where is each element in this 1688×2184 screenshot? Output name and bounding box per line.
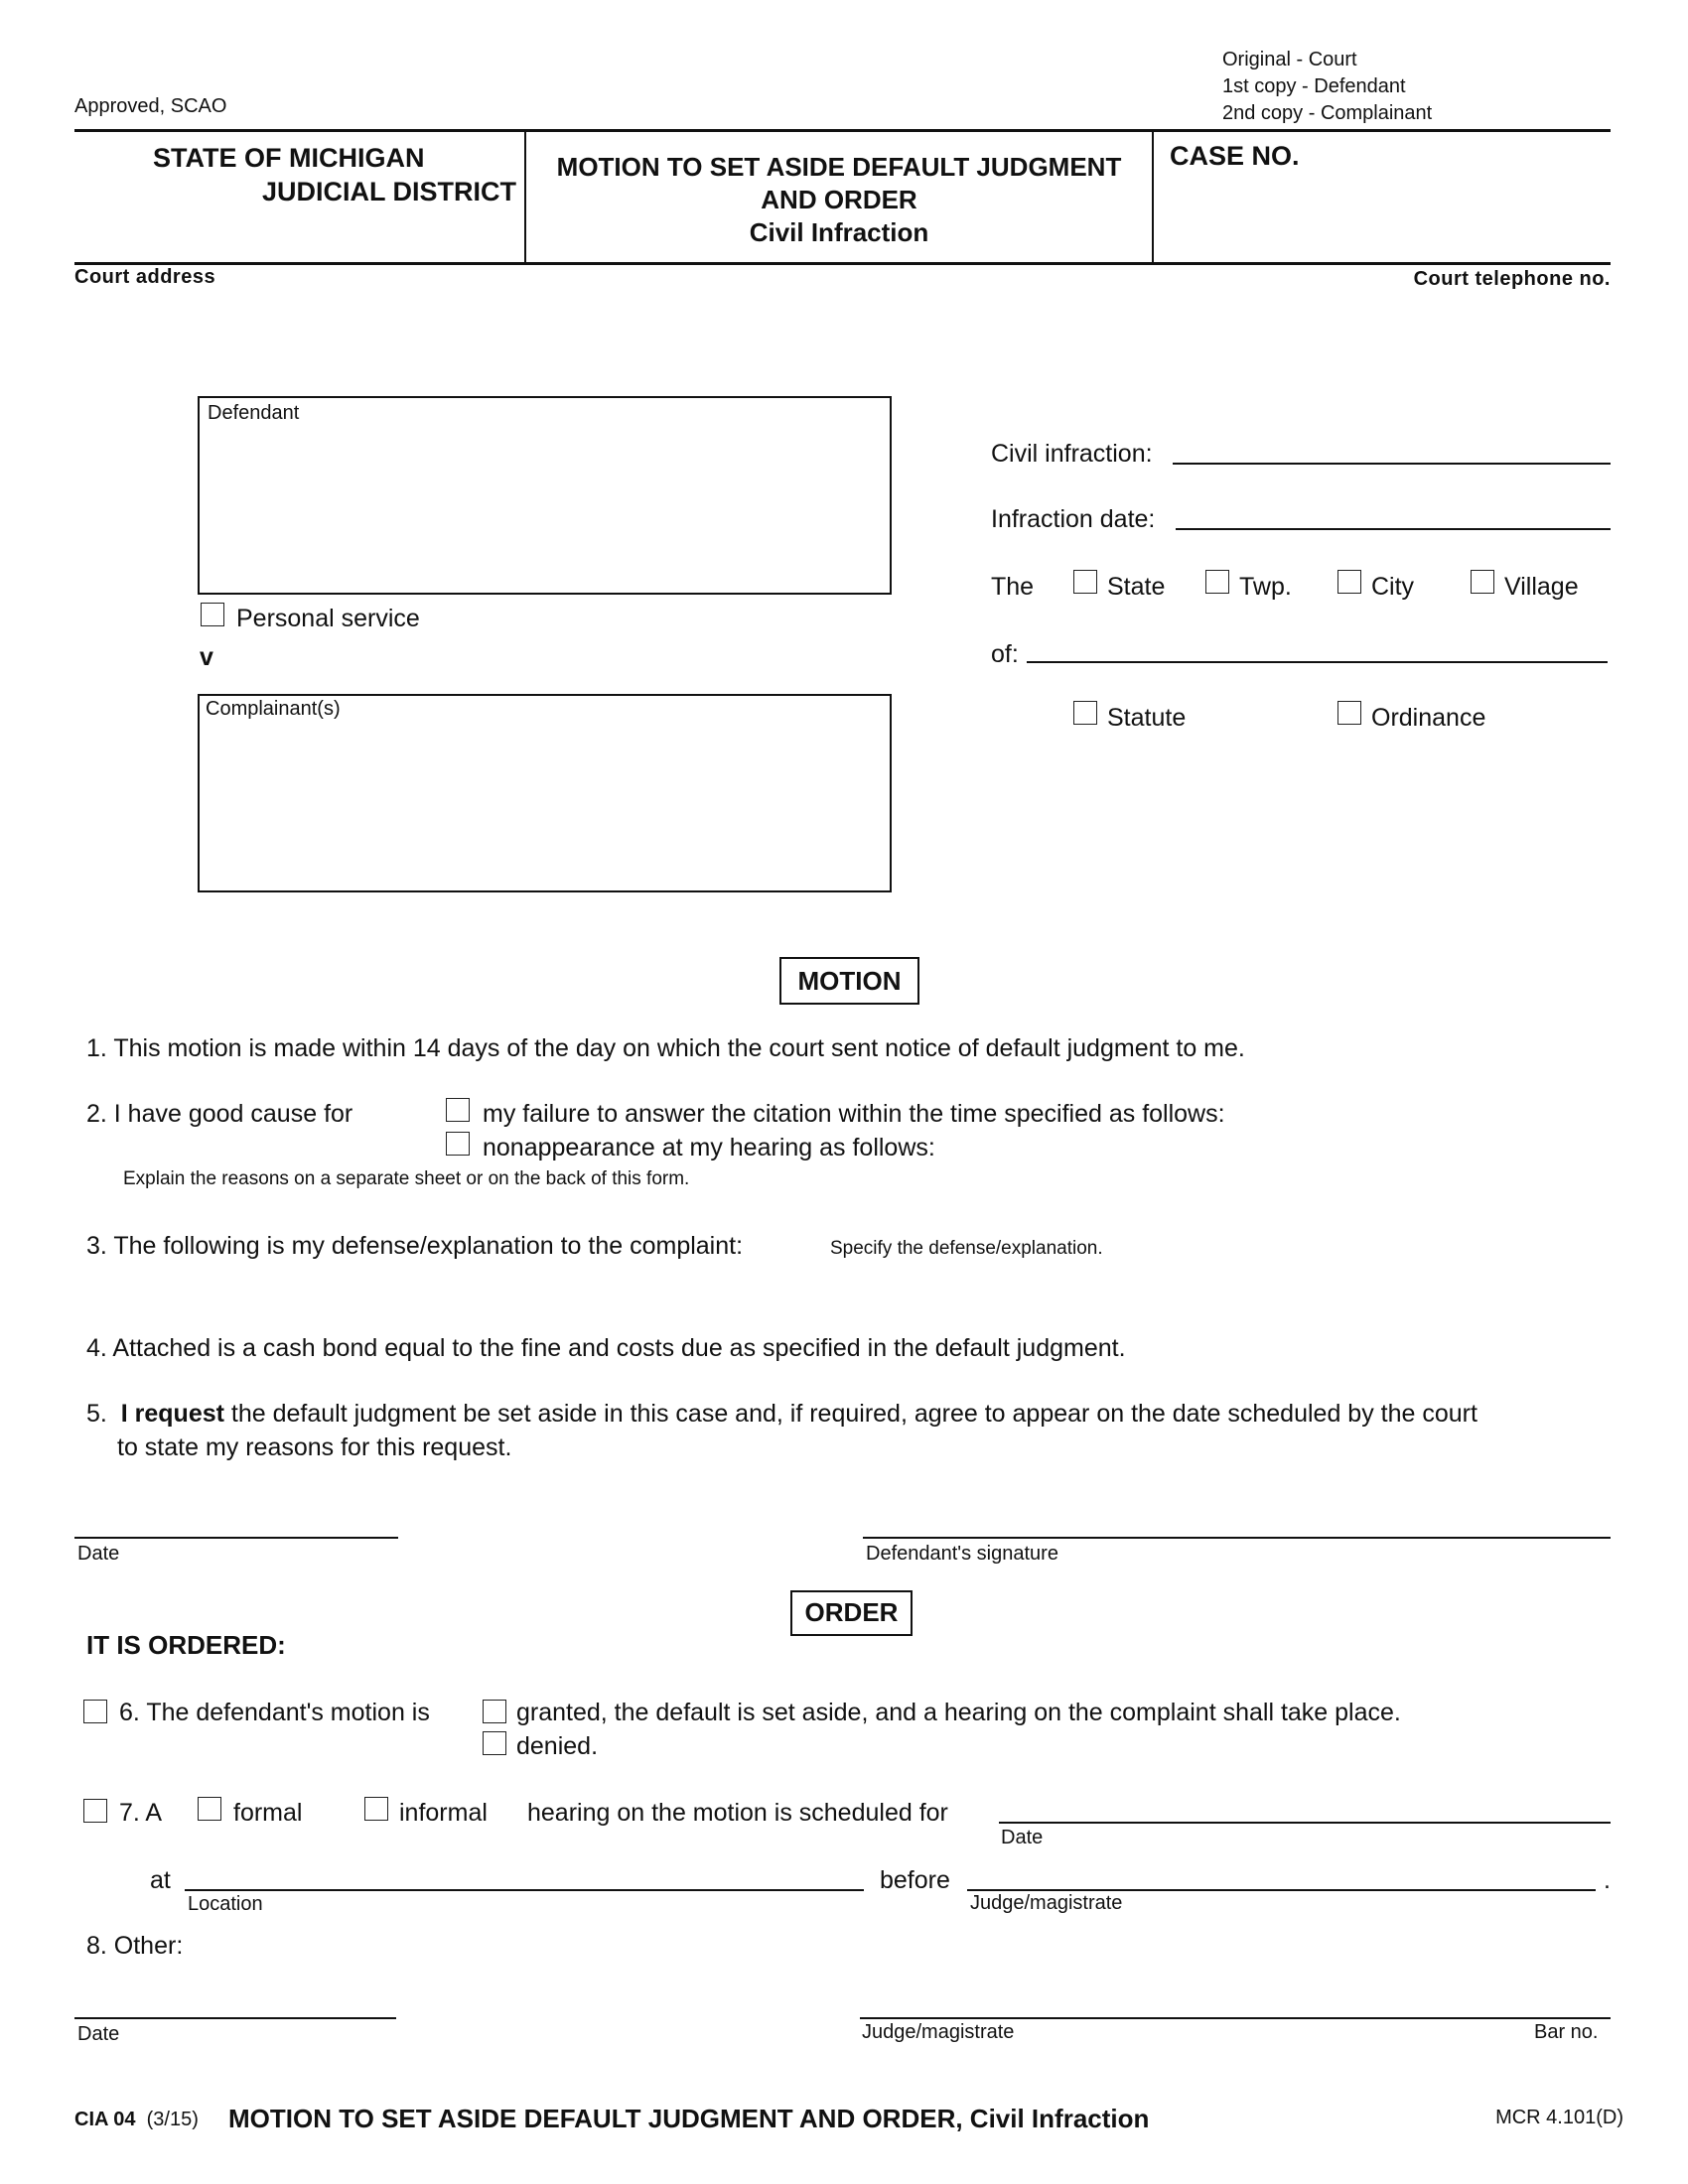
versus-label: v (200, 643, 213, 671)
statute-label: Statute (1107, 704, 1187, 732)
granted-label: granted, the default is set aside, and a hearing on the complaint shall take place. (516, 1699, 1401, 1726)
failure-to-answer-label: my failure to answer the citation within the time specified as follows: (483, 1100, 1225, 1128)
motion-item-5-rest: the default judgment be set aside in this case and, if required, agree to appear on the date scheduled by the court (223, 1400, 1477, 1428)
judge-field[interactable] (967, 1889, 1596, 1891)
motion-item-4: 4. Attached is a cash bond equal to the fine and costs due as specified in the default judgment. (86, 1334, 1126, 1362)
order-item-7: 7. A (119, 1799, 163, 1827)
denied-checkbox[interactable] (483, 1731, 506, 1755)
footer-form-id-block (74, 2109, 199, 2131)
motion-item-5-num: 5. (86, 1400, 107, 1428)
denied-label: denied. (516, 1732, 599, 1760)
copy-first: 1st copy - Defendant (1222, 75, 1406, 97)
period-mark: . (1604, 1866, 1611, 1894)
court-address-label: Court address (74, 266, 216, 288)
civil-infraction-field[interactable] (1173, 463, 1611, 465)
nonappearance-label: nonappearance at my hearing as follows: (483, 1134, 935, 1161)
infraction-date-label: Infraction date: (991, 505, 1156, 533)
defendant-box[interactable] (198, 396, 892, 595)
hearing-date-field[interactable] (999, 1822, 1611, 1824)
copy-second: 2nd copy - Complainant (1222, 102, 1433, 124)
footer-title (228, 2104, 1149, 2134)
ordinance-checkbox[interactable] (1337, 701, 1361, 725)
motion-item-2-note: Explain the reasons on a separate sheet or on the back of this form. (123, 1168, 690, 1189)
city-checkbox[interactable] (1337, 570, 1361, 594)
motion-item-2-lead: 2. I have good cause for (86, 1100, 353, 1128)
complainant-box[interactable] (198, 694, 892, 892)
state-label: State (1107, 573, 1166, 601)
civil-infraction-label: Civil infraction: (991, 440, 1153, 468)
twp-label: Twp. (1239, 573, 1292, 601)
state-of-michigan: STATE OF MICHIGAN (153, 143, 425, 173)
court-phone-label: Court telephone no. (1413, 268, 1611, 290)
item-7-checkbox[interactable] (83, 1799, 107, 1823)
copy-original: Original - Court (1222, 49, 1357, 70)
twp-checkbox[interactable] (1205, 570, 1229, 594)
of-label: of: (991, 640, 1019, 668)
form-title-line3: Civil Infraction (749, 217, 929, 247)
motion-item-1: 1. This motion is made within 14 days of the day on which the court sent notice of default judgment to me. (86, 1034, 1245, 1062)
motion-date-field[interactable] (74, 1537, 398, 1539)
bar-no-label: Bar no. (1534, 2021, 1599, 2043)
granted-checkbox[interactable] (483, 1700, 506, 1723)
footer-title-rest: Civil Infraction (962, 2104, 1150, 2133)
copy-distribution (1222, 47, 1432, 127)
hearing-date-label: Date (1001, 1827, 1044, 1848)
case-no-label: CASE NO. (1170, 141, 1300, 171)
village-label: Village (1504, 573, 1579, 601)
defendant-label: Defendant (208, 402, 300, 424)
it-is-ordered: IT IS ORDERED: (86, 1630, 286, 1660)
case-no-field[interactable] (1162, 179, 1599, 258)
footer-rule: MCR 4.101(D) (1495, 2107, 1623, 2128)
the-label: The (991, 573, 1035, 601)
personal-service-label: Personal service (236, 605, 420, 632)
order-date-label: Date (77, 2023, 120, 2045)
motion-item-5-line2: to state my reasons for this request. (117, 1433, 512, 1461)
court-block (99, 141, 516, 208)
failure-to-answer-checkbox[interactable] (446, 1098, 470, 1122)
footer-revision: (3/15) (146, 2109, 199, 2130)
judicial-district: JUDICIAL DISTRICT (261, 177, 516, 206)
formal-label: formal (233, 1799, 303, 1827)
statute-checkbox[interactable] (1073, 701, 1097, 725)
motion-item-3: 3. The following is my defense/explanation to the complaint: (86, 1232, 744, 1260)
order-heading: ORDER (790, 1590, 913, 1636)
location-field[interactable] (185, 1889, 864, 1891)
formal-checkbox[interactable] (198, 1797, 221, 1821)
judge-label: Judge/magistrate (970, 1892, 1123, 1914)
defendant-signature-label: Defendant's signature (866, 1543, 1058, 1565)
defendant-signature-field[interactable] (863, 1537, 1611, 1539)
item-6-checkbox[interactable] (83, 1700, 107, 1723)
judge-signature-label: Judge/magistrate (862, 2021, 1015, 2043)
location-label: Location (188, 1893, 263, 1915)
motion-heading: MOTION (779, 957, 919, 1005)
of-field[interactable] (1027, 661, 1608, 663)
motion-item-5-line1 (86, 1400, 1477, 1429)
header-divider-2 (1152, 130, 1154, 263)
order-item-6: 6. The defendant's motion is (119, 1699, 430, 1726)
at-label: at (150, 1866, 171, 1894)
footer-title-bold: MOTION TO SET ASIDE DEFAULT JUDGMENT AND ORDER, (228, 2104, 963, 2133)
order-item-8: 8. Other: (86, 1932, 184, 1960)
form-title (526, 151, 1152, 249)
form-title-line2: AND ORDER (761, 185, 917, 214)
ordinance-label: Ordinance (1371, 704, 1486, 732)
city-label: City (1371, 573, 1415, 601)
motion-item-5-bold: I request (120, 1400, 224, 1428)
personal-service-checkbox[interactable] (201, 603, 224, 626)
complainant-label: Complainant(s) (206, 698, 341, 720)
village-checkbox[interactable] (1471, 570, 1494, 594)
informal-label: informal (399, 1799, 488, 1827)
order-item-7-rest: hearing on the motion is scheduled for (527, 1799, 948, 1827)
footer-form-id: CIA 04 (74, 2109, 136, 2130)
approved-label: Approved, SCAO (74, 95, 227, 117)
infraction-date-field[interactable] (1176, 528, 1611, 530)
header-top-rule (74, 129, 1611, 132)
form-title-line1: MOTION TO SET ASIDE DEFAULT JUDGMENT (556, 152, 1122, 182)
informal-checkbox[interactable] (364, 1797, 388, 1821)
state-checkbox[interactable] (1073, 570, 1097, 594)
before-label: before (880, 1866, 950, 1894)
header-bottom-rule (74, 262, 1611, 265)
judge-signature-field[interactable] (860, 2017, 1611, 2019)
motion-item-3-note: Specify the defense/explanation. (830, 1238, 1103, 1259)
nonappearance-checkbox[interactable] (446, 1132, 470, 1156)
motion-date-label: Date (77, 1543, 120, 1565)
order-date-field[interactable] (74, 2017, 396, 2019)
